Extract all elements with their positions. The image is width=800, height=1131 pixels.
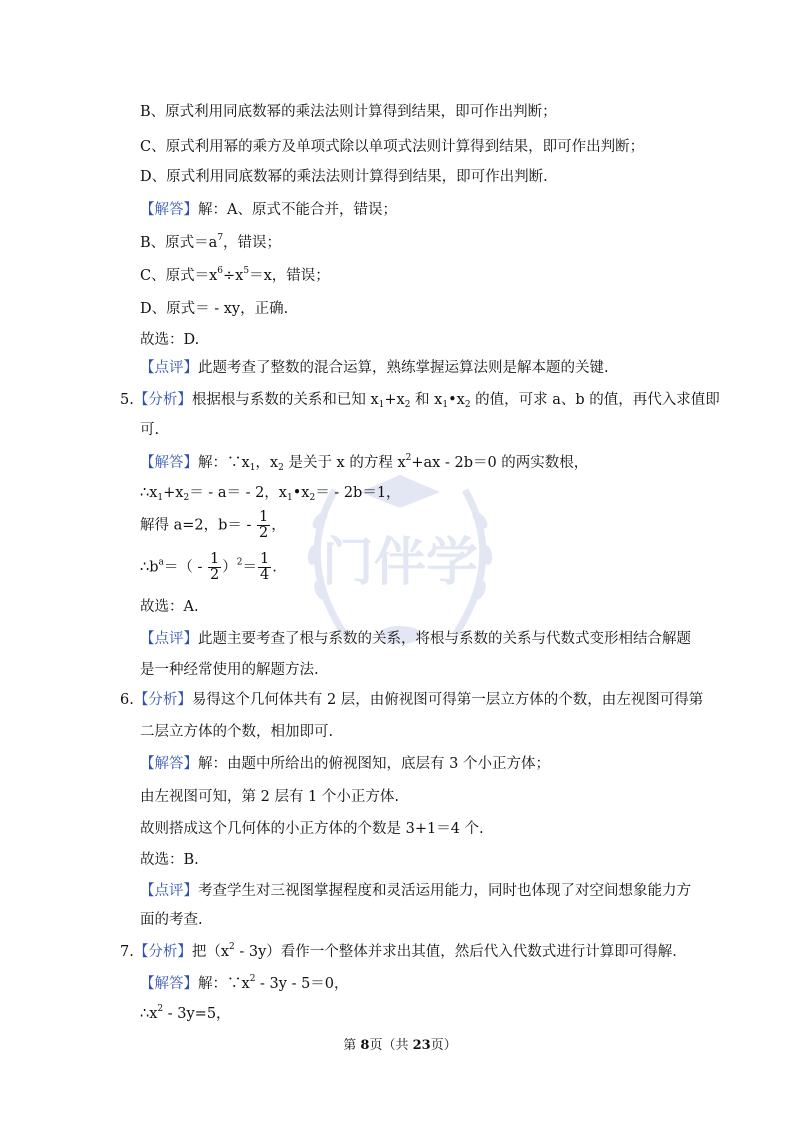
page-total: 23 (412, 1038, 431, 1053)
q7-answer-l2: $\therefore x^2 - 3y=5$， (140, 1004, 231, 1022)
q6-answer-l3: 故则搭成这个几何体的小正方体的个数是 3+1＝4 个. (140, 821, 484, 837)
watermark-text: 门伴学 (321, 533, 479, 593)
q6-comment-cont: 面的考查. (140, 912, 203, 928)
q7-number: 7. (120, 944, 134, 960)
comment-tag: 【点评】 (140, 360, 198, 376)
q7-answer-line: 【解答】解：$\because x^2 - 3y - 5=0$， (140, 974, 349, 992)
fraction-one-half: $\frac{1}{2}$ (259, 509, 269, 541)
q6-answer-l2: 由左视图可知，第 2 层有 1 个小正方体. (140, 789, 399, 805)
q4-comment-line: 【点评】此题考查了整数的混合运算，熟练掌握运算法则是解本题的关键. (140, 360, 609, 376)
page-footer: 第 8页（共 23页） (343, 1038, 457, 1053)
q4-answer-c: C、原式$=x^6\div x^5=x$，错误； (140, 266, 330, 284)
q6-analysis-cont: 二层立方体的个数，相加即可. (140, 724, 334, 740)
q5-number: 5. (120, 392, 134, 408)
q5-analysis-cont: 可. (140, 422, 160, 438)
q5-choice: 故选：A. (140, 599, 199, 615)
analysis-line-b: B、原式利用同底数幂的乘法法则计算得到结果，即可作出判断； (140, 104, 557, 120)
q5-answer-l4: $\therefore b^a=$（ - $\frac{1}{2}$ ）$^2$＝ $\frac{1}{4}$ . (140, 551, 277, 583)
analysis-line-c: C、原式利用幂的乘方及单项式除以单项式法则计算得到结果，即可作出判断； (140, 139, 645, 155)
q6-choice: 故选：B. (140, 852, 199, 868)
answer-tag: 【解答】 (140, 202, 198, 218)
page-number: 8 (360, 1038, 370, 1053)
q6-comment-line: 【点评】考查学生对三视图掌握程度和灵活运用能力，同时也体现了对空间想象能力方 (140, 883, 691, 899)
q5-comment-cont: 是一种经常使用的解题方法. (140, 662, 319, 678)
q4-answer-d: D、原式＝ - xy，正确. (140, 301, 289, 317)
analysis-line-d: D、原式利用同底数幂的乘法法则计算得到结果，即可作出判断. (140, 169, 548, 185)
q6-answer-line: 【解答】解：由题中所给出的俯视图知，底层有 3 个小正方体； (140, 756, 550, 772)
q4-answer-line: 【解答】解：A、原式不能合并，错误； (140, 202, 397, 218)
q6-number: 6. (120, 692, 134, 708)
analysis-tag: 【分析】 (133, 392, 192, 408)
q5-comment-line: 【点评】此题主要考查了根与系数的关系，将根与系数的关系与代数式变形相结合解题 (140, 631, 691, 647)
q5-answer-l3: 解得 a=2，b＝ - $\frac{1}{2}$ ， (140, 509, 286, 541)
q7-analysis-line: 7.【分析】把$(x^2 - 3y)$看作一个整体并求出其值，然后代入代数式进行计算即可得解. (120, 942, 677, 960)
q5-answer-line: 【解答】解：$\because x_1$，$x_2$ 是关于 x 的方程 $x^2+ax - 2b=0$ 的两实数根， (140, 453, 589, 473)
q4-answer-b: B、原式$=a^7$，错误； (140, 233, 282, 251)
q4-choice: 故选：D. (140, 332, 200, 348)
q5-analysis-line: 5.【分析】根据根与系数的关系和已知 $x_1+x_2$ 和 $x_1•x_2$ 的值，可求 a、b 的值，再代入求值即 (120, 392, 720, 410)
fraction-one-quarter: $\frac{1}{4}$ (259, 551, 270, 583)
q5-answer-l2: $\therefore x_1+x_2= - a= - 2$，$x_1•x_2= - 2b=1$， (140, 485, 401, 503)
q6-analysis-line: 6.【分析】易得这个几何体共有 2 层，由俯视图可得第一层立方体的个数，由左视图可得第 (120, 692, 704, 708)
